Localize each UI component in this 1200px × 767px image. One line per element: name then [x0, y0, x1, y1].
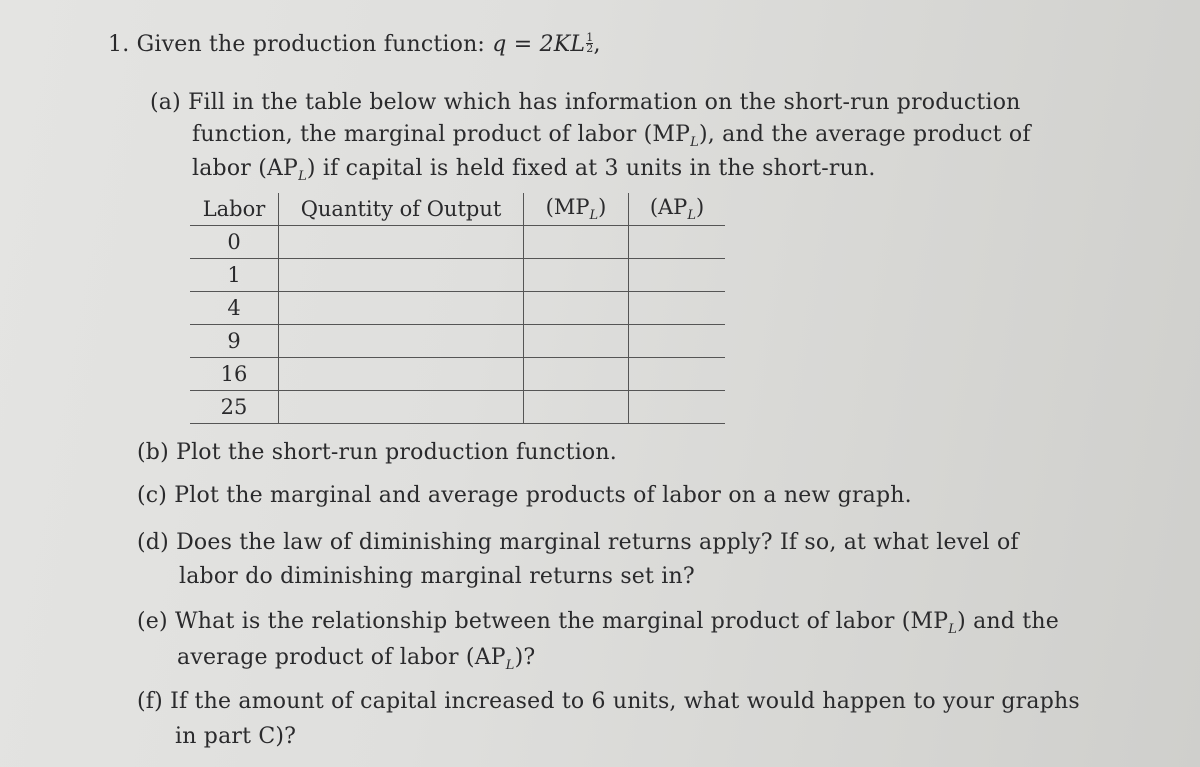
header-labor: Labor — [190, 193, 279, 226]
mpl-cell[interactable] — [524, 325, 629, 358]
mpl-cell[interactable] — [524, 226, 629, 259]
apl-cell[interactable] — [629, 259, 726, 292]
labor-cell: 9 — [190, 325, 279, 358]
mpl-cell[interactable] — [524, 358, 629, 391]
output-cell[interactable] — [279, 226, 524, 259]
header-quantity: Quantity of Output — [279, 193, 524, 226]
question-header — [108, 32, 601, 57]
header-mpl: $(MP_L)$ — [524, 193, 629, 226]
apl-cell[interactable] — [629, 391, 726, 424]
output-cell[interactable] — [279, 358, 524, 391]
question-number: 1. — [108, 32, 130, 57]
labor-cell: 25 — [190, 391, 279, 424]
table-row — [190, 391, 725, 424]
output-cell[interactable] — [279, 391, 524, 424]
labor-cell: 4 — [190, 292, 279, 325]
output-cell[interactable] — [279, 292, 524, 325]
part-d-line-1: (d) Does the law of diminishing marginal returns apply? If so, at what level of — [137, 530, 1019, 555]
output-cell[interactable] — [279, 325, 524, 358]
apl-cell[interactable] — [629, 358, 726, 391]
question-prompt: Given the production function: — [136, 32, 486, 57]
labor-cell: 16 — [190, 358, 279, 391]
part-b: (b) Plot the short-run production function. — [137, 440, 617, 465]
table-row — [190, 358, 725, 391]
part-e-line-1: (e) What is the relationship between the marginal product of labor $(MP_L)$ and the — [137, 609, 1059, 637]
mpl-cell[interactable] — [524, 292, 629, 325]
apl-cell[interactable] — [629, 292, 726, 325]
apl-cell[interactable] — [629, 226, 726, 259]
table-row — [190, 292, 725, 325]
labor-cell: 0 — [190, 226, 279, 259]
part-a-line-1: (a) Fill in the table below which has information on the short-run production — [150, 90, 1021, 115]
part-a-line-2: function, the marginal product of labor $(MP_L)$, and the average product of — [192, 122, 1031, 150]
part-f-line-1: (f) If the amount of capital increased to 6 units, what would happen to your graphs — [137, 689, 1080, 714]
part-e-label: (e) — [137, 609, 168, 634]
table-header-row — [190, 193, 725, 226]
exponent-fraction: $\frac{1}{2}$ — [586, 31, 594, 55]
part-f-line-2: in part C)? — [175, 724, 297, 749]
apl-cell[interactable] — [629, 325, 726, 358]
table-row — [190, 259, 725, 292]
part-c: (c) Plot the marginal and average products of labor on a new graph. — [137, 483, 912, 508]
production-formula: q = 2KL $\frac{1}{2}$ , — [492, 31, 601, 57]
part-e-line-2: average product of labor $(AP_L)$? — [177, 645, 536, 673]
part-c-label: (c) — [137, 483, 168, 508]
header-apl: $(AP_L)$ — [629, 193, 726, 226]
part-d-line-2: labor do diminishing marginal returns set in? — [179, 564, 695, 589]
table-row — [190, 325, 725, 358]
mpl-cell[interactable] — [524, 391, 629, 424]
part-a-line-3: labor $(AP_L)$ if capital is held fixed at 3 units in the short-run. — [192, 156, 876, 184]
part-d-label: (d) — [137, 530, 169, 555]
table-row — [190, 226, 725, 259]
production-table — [190, 193, 725, 424]
part-b-label: (b) — [137, 440, 169, 465]
part-f-label: (f) — [137, 689, 163, 714]
mpl-cell[interactable] — [524, 259, 629, 292]
part-a-label: (a) — [150, 90, 181, 115]
output-cell[interactable] — [279, 259, 524, 292]
labor-cell: 1 — [190, 259, 279, 292]
